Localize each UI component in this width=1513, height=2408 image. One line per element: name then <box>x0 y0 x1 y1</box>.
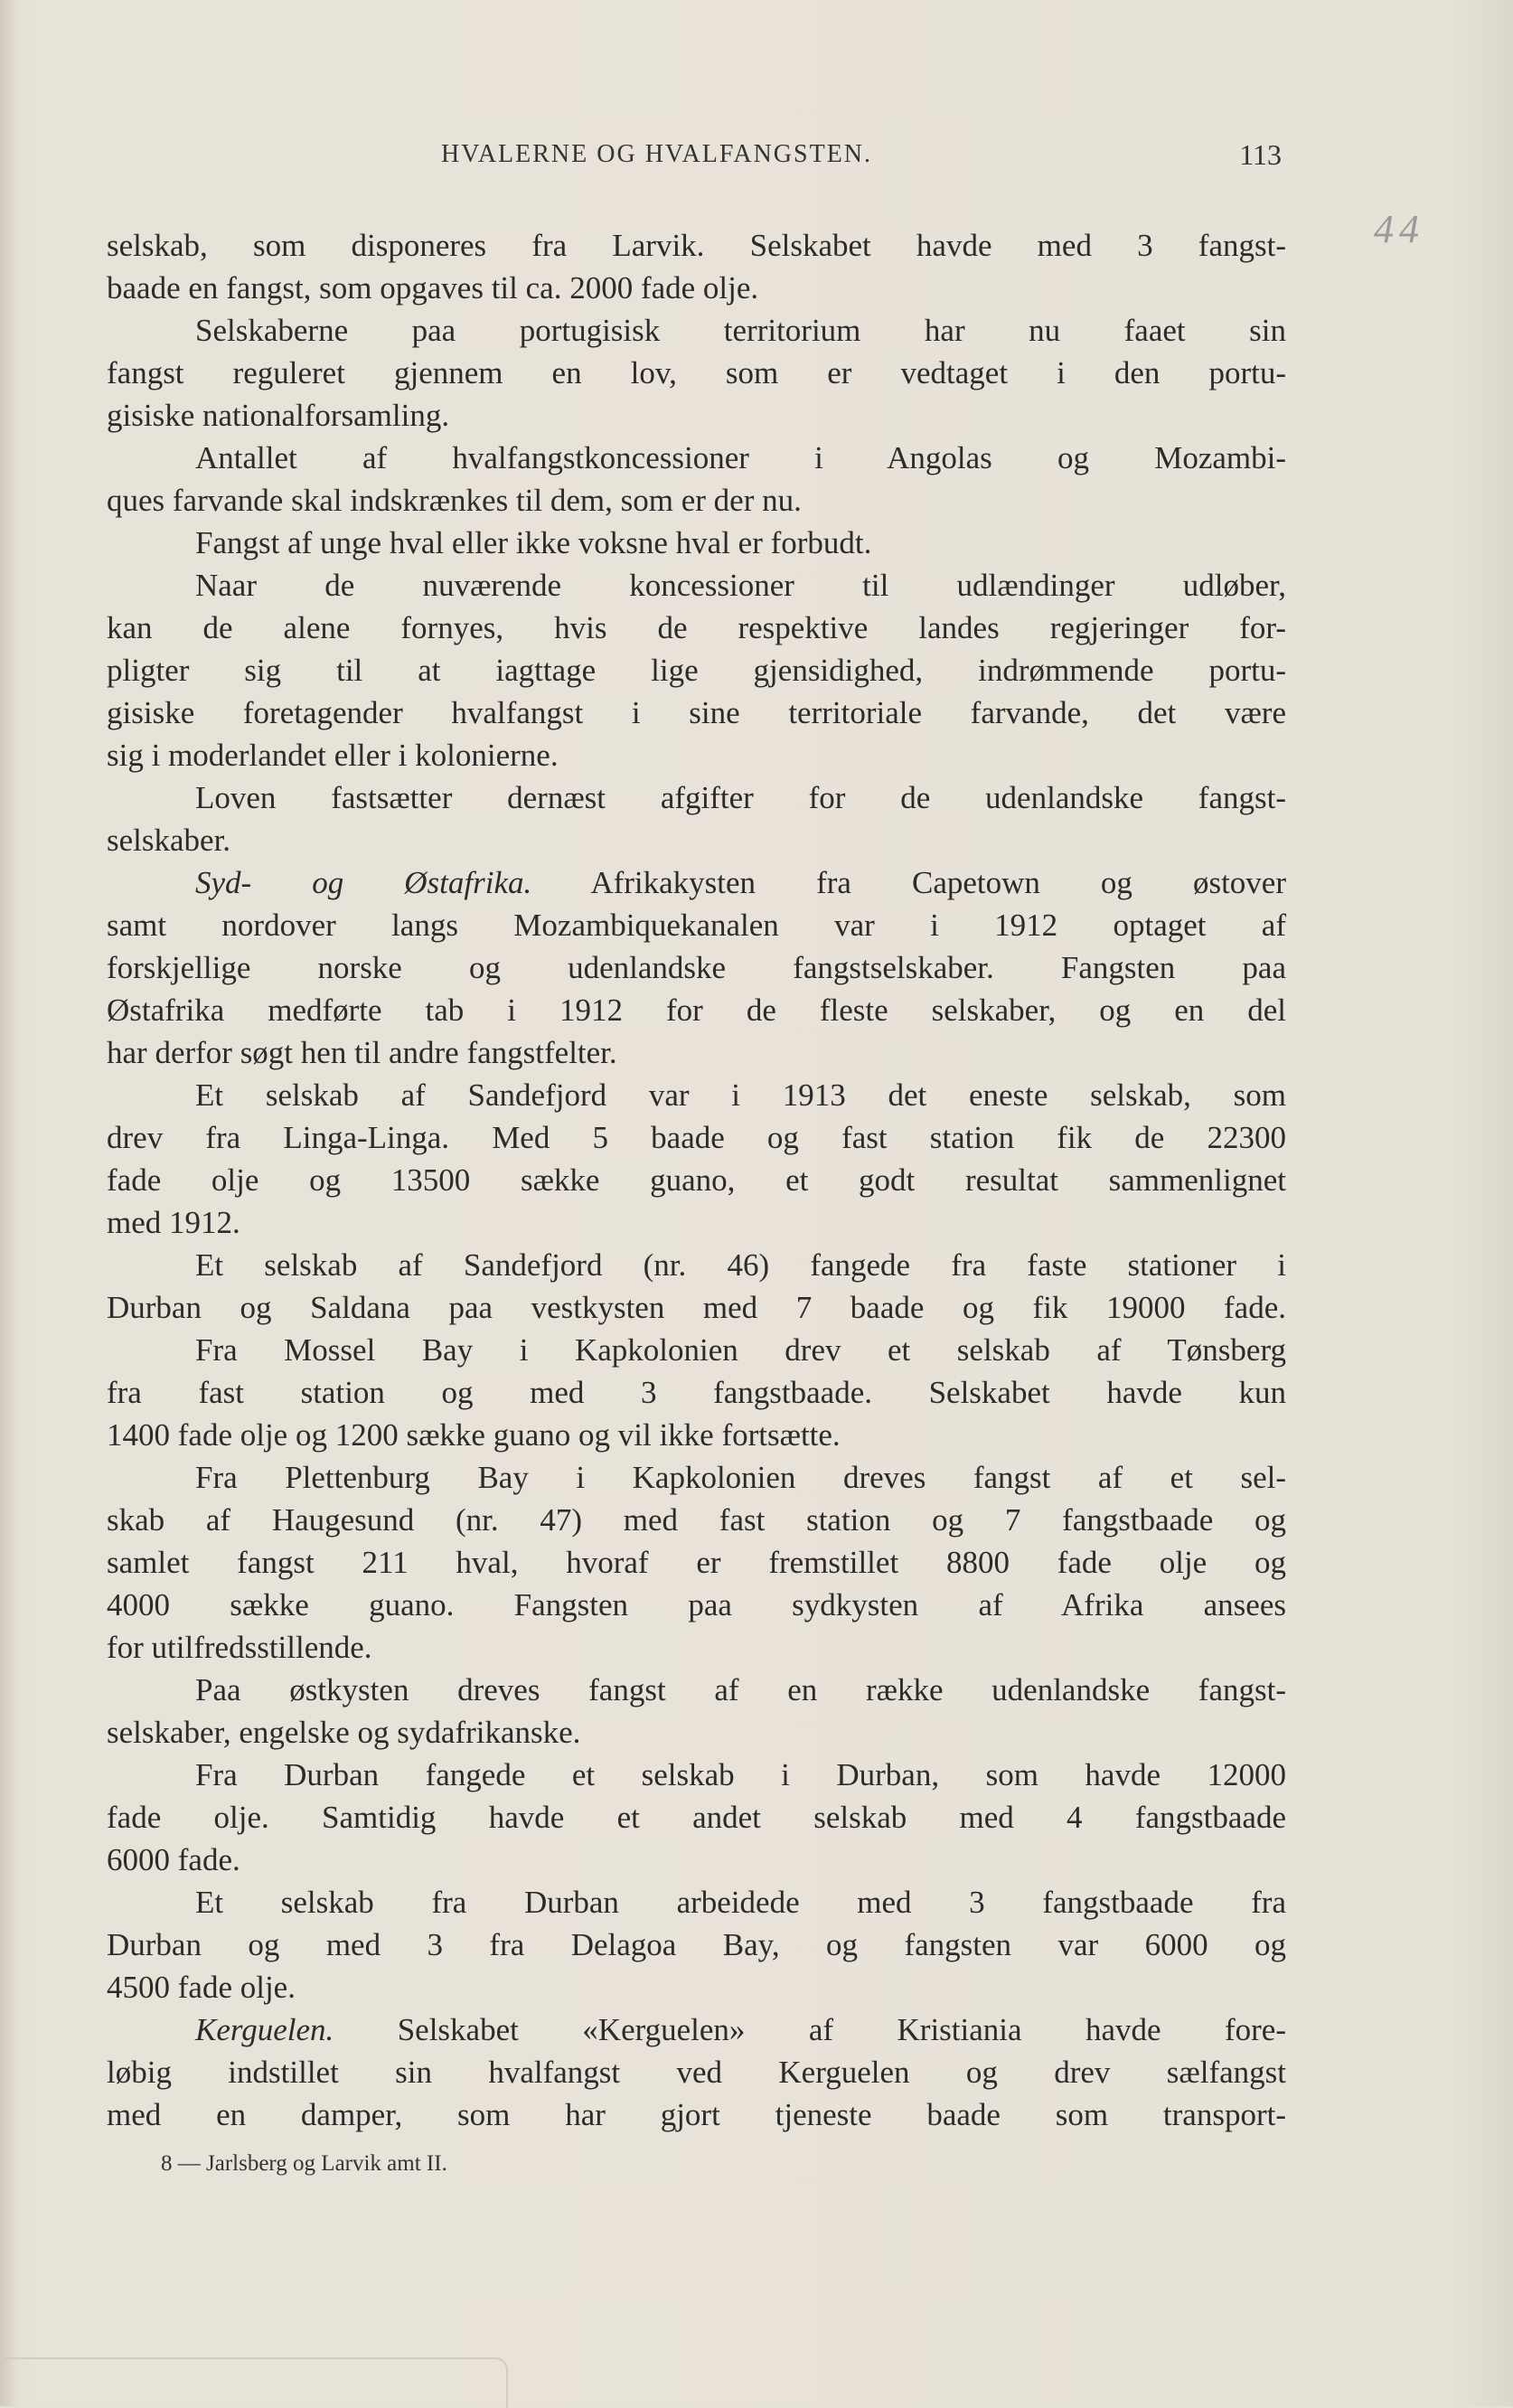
text-line: skab af Haugesund (nr. 47) med fast station og 7 fangstbaade og <box>107 1502 1286 1538</box>
footer-signature: 8 — Jarlsberg og Larvik amt II. <box>161 2151 447 2176</box>
text-line: for utilfredsstillende. <box>107 1630 372 1665</box>
text-line: Naar de nuværende koncessioner til udlændinger udløber, <box>195 568 1286 603</box>
text-line: selskaber. <box>107 823 231 858</box>
text-line: Et selskab fra Durban arbeidede med 3 fangstbaade fra <box>195 1885 1286 1920</box>
text-line: Durban og med 3 fra Delagoa Bay, og fangsten var 6000 og <box>107 1927 1286 1962</box>
text-line: Paa østkysten dreves fangst af en række udenlandske fangst- <box>195 1672 1286 1707</box>
text-line: forskjellige norske og udenlandske fangstselskaber. Fangsten paa <box>107 950 1286 985</box>
text-line: Fra Durban fangede et selskab i Durban, som havde 12000 <box>195 1757 1286 1792</box>
text-line: fade olje. Samtidig havde et andet selskab med 4 fangstbaade <box>107 1800 1286 1835</box>
page-number: 113 <box>1239 138 1282 171</box>
text-line: med en damper, som har gjort tjeneste baade som transport- <box>107 2097 1286 2132</box>
text-line: Østafrika medførte tab i 1912 for de fleste selskaber, og en del <box>107 992 1286 1028</box>
margin-note: 44 <box>1374 207 1424 251</box>
text-line: gisiske foretagender hvalfangst i sine territoriale farvande, det være <box>107 695 1286 730</box>
text-line: sig i moderlandet eller i kolonierne. <box>107 738 559 773</box>
text-line: ques farvande skal indskrænkes til dem, som er der nu. <box>107 483 802 518</box>
text-line: pligter sig til at iagttage lige gjensidighed, indrømmende portu- <box>107 653 1286 688</box>
text-line: har derfor søgt hen til andre fangstfelter. <box>107 1035 617 1070</box>
text-line: Loven fastsætter dernæst afgifter for de udenlandske fangst- <box>195 780 1286 815</box>
text-line: samlet fangst 211 hval, hvoraf er fremstillet 8800 fade olje og <box>107 1545 1286 1580</box>
text-line: 4500 fade olje. <box>107 1970 296 2005</box>
page-header <box>107 140 1282 176</box>
running-head: HVALERNE OG HVALFANGSTEN. <box>441 140 873 168</box>
section-heading: Kerguelen. <box>195 2012 334 2047</box>
text-line: kan de alene fornyes, hvis de respektive landes regjeringer for- <box>107 610 1286 645</box>
text-line: selskab, som disponeres fra Larvik. Selskabet havde med 3 fangst- <box>107 228 1286 263</box>
text-line: Antallet af hvalfangstkoncessioner i Angolas og Mozambi- <box>195 440 1286 475</box>
text-line: Fra Plettenburg Bay i Kapkolonien dreves fangst af et sel- <box>195 1460 1286 1495</box>
text-line: med 1912. <box>107 1205 240 1240</box>
text-line: samt nordover langs Mozambiquekanalen var i 1912 optaget af <box>107 908 1286 943</box>
text-line: Selskaberne paa portugisisk territorium har nu faaet sin <box>195 313 1286 348</box>
text-line: Fra Mossel Bay i Kapkolonien drev et selskab af Tønsberg <box>195 1332 1286 1368</box>
text-line <box>107 2008 1286 2051</box>
text-line: Et selskab af Sandefjord var i 1913 det eneste selskab, som <box>195 1077 1286 1113</box>
text-line: drev fra Linga-Linga. Med 5 baade og fast station fik de 22300 <box>107 1120 1286 1155</box>
text-line: 4000 sække guano. Fangsten paa sydkysten af Afrika ansees <box>107 1587 1286 1623</box>
text-line <box>107 861 1286 904</box>
text-line-rest: Afrikakysten fra Capetown og østover <box>531 865 1286 900</box>
text-line: selskaber, engelske og sydafrikanske. <box>107 1715 581 1750</box>
text-line-rest: Selskabet «Kerguelen» af Kristiania havde fore- <box>334 2012 1286 2047</box>
page-corner-mark <box>0 2357 508 2408</box>
text-line: Fangst af unge hval eller ikke voksne hval er forbudt. <box>195 525 872 560</box>
text-line: fra fast station og med 3 fangstbaade. Selskabet havde kun <box>107 1375 1286 1410</box>
text-line: 6000 fade. <box>107 1842 240 1877</box>
text-line: løbig indstillet sin hvalfangst ved Kerguelen og drev sælfangst <box>107 2055 1286 2090</box>
text-line: 1400 fade olje og 1200 sække guano og vil ikke fortsætte. <box>107 1417 841 1453</box>
section-heading: Syd- og Østafrika. <box>195 865 532 900</box>
body-text <box>107 224 1286 2136</box>
text-line: fangst reguleret gjennem en lov, som er vedtaget i den portu- <box>107 355 1286 390</box>
text-line: gisiske nationalforsamling. <box>107 398 450 433</box>
text-line: Durban og Saldana paa vestkysten med 7 baade og fik 19000 fade. <box>107 1290 1286 1325</box>
text-line: fade olje og 13500 sække guano, et godt resultat sammenlignet <box>107 1162 1286 1198</box>
text-line: baade en fangst, som opgaves til ca. 2000 fade olje. <box>107 270 759 306</box>
text-line: Et selskab af Sandefjord (nr. 46) fangede fra faste stationer i <box>195 1247 1286 1283</box>
